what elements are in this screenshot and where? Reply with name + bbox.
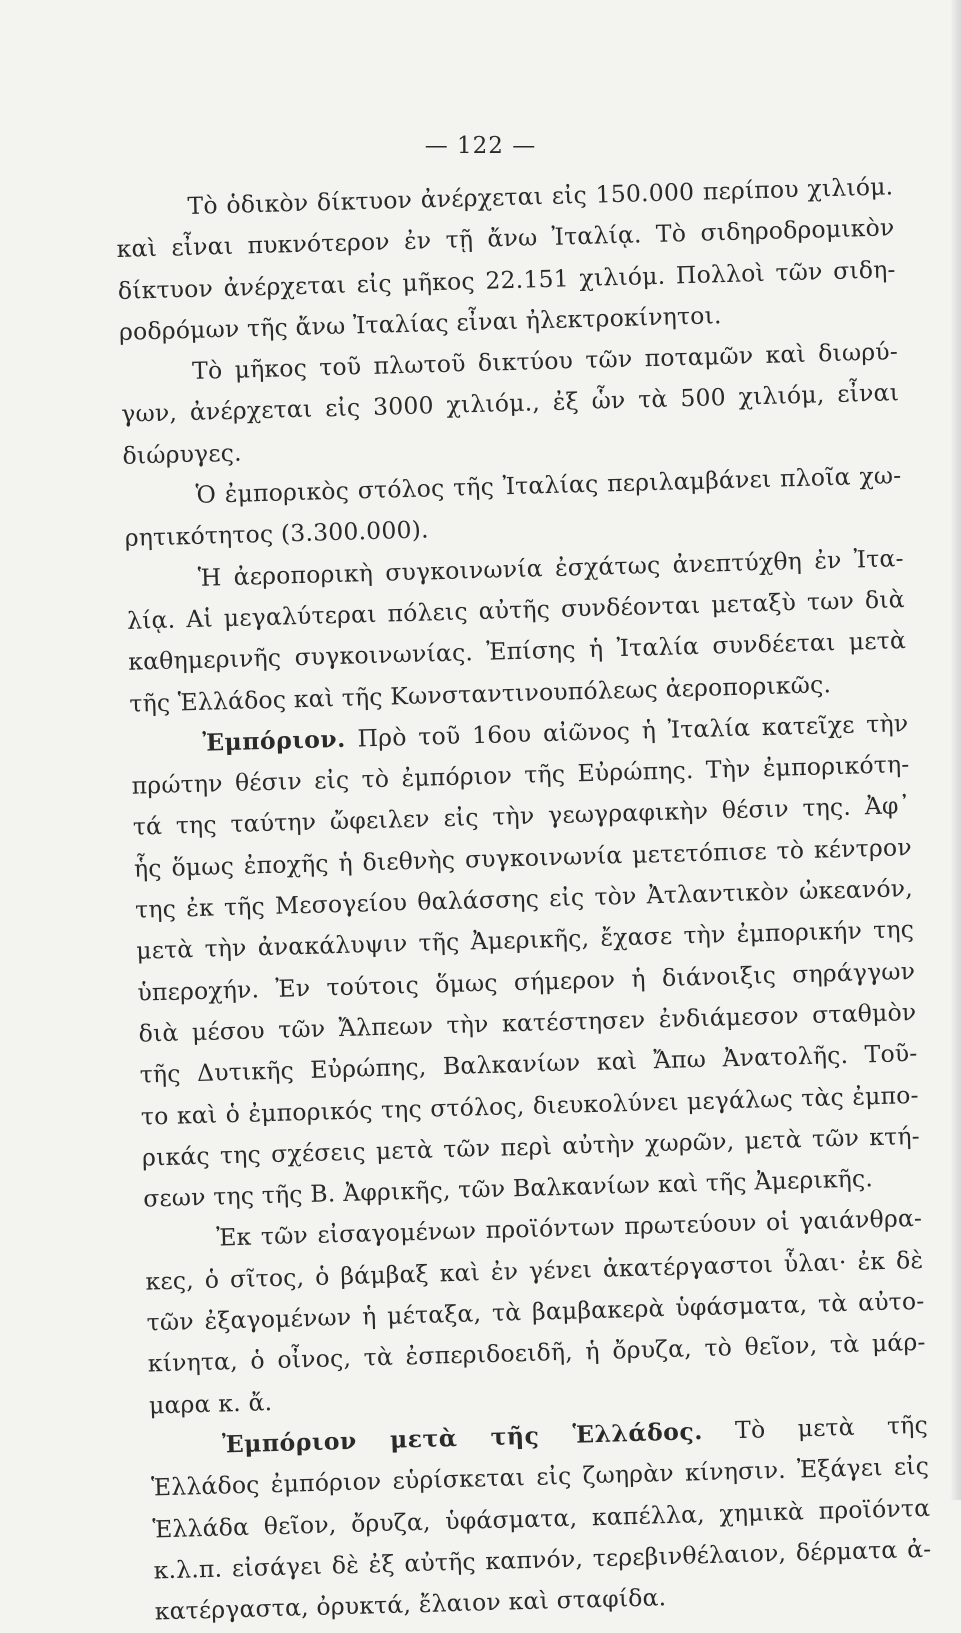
- line-text: Τὸ μετὰ τῆς: [702, 1410, 929, 1445]
- line-text: Ἐκ τῶν εἰσαγομένων προϊόντων πρωτεύουν οἱ γαιάνθρα-: [215, 1204, 923, 1252]
- line-text: της ἐκ τῆς Μεσογείου θαλάσσης εἰς τὸν Ἀτλαντικὸν ὠκεανόν,: [134, 874, 914, 924]
- line-text: Τὸ ὁδικὸν δίκτυον ἀνέρχεται εἰς 150.000 περίπου χιλιόμ.: [187, 172, 894, 220]
- body-text: [115, 166, 933, 1633]
- line-text: καθημερινῆς συγκοινωνίας. Ἐπίσης ἡ Ἰταλία συνδέεται μετὰ: [127, 626, 907, 677]
- line-text: μαρα κ. ἄ.: [148, 1387, 273, 1420]
- line-text: τῆς Δυτικῆς Εὐρώπης, Βαλκανίων καὶ Ἄπω Ἀνατολῆς. Τοῦ-: [139, 1039, 918, 1089]
- line-text: κατέργαστα, ὀρυκτά, ἔλαιον καὶ σταφίδα.: [154, 1583, 667, 1626]
- line-text: Τὸ μῆκος τοῦ πλωτοῦ δικτύου τῶν ποταμῶν καὶ διωρύ-: [191, 337, 899, 386]
- line-text: τά της ταύτην ὤφειλεν εἰς τὴν γεωγραφικὴν θέσιν της. Ἀφ᾽: [132, 791, 911, 842]
- line-text: Ἑλλάδος ἐμπόριον εὑρίσκεται εἰς ζωηρὰν κίνησιν. Ἐξάγει εἰς: [150, 1451, 930, 1502]
- line-text: Ὁ ἐμπορικὸς στόλος τῆς Ἰταλίας περιλαμβάνει πλοῖα χω-: [195, 461, 902, 509]
- line-text: Ἡ ἀεροπορικὴ συγκοινωνία ἐσχάτως ἀνεπτύχθη ἐν Ἰτα-: [197, 543, 905, 592]
- line-text: ρικάς της σχέσεις μετὰ τῶν περὶ αὐτὴν χωρῶν, μετὰ τῶν κτή-: [141, 1121, 921, 1172]
- page-number: — 122 —: [424, 133, 537, 159]
- page-edge: [951, 0, 961, 1500]
- section-heading: Ἐμπόριον μετὰ τῆς Ἑλλάδος.: [221, 1416, 704, 1459]
- line-text: διὰ μέσου τῶν Ἄλπεων τὴν κατέστησεν ἐνδιάμεσον σταθμὸν: [138, 997, 917, 1048]
- line-text: δίκτυον ἀνέρχεται εἰς μῆκος 22.151 χιλιόμ. Πολλοὶ τῶν σιδη-: [117, 254, 896, 305]
- line-text: σεων της τῆς Β. Ἀφρικῆς, τῶν Βαλκανίων καὶ τῆς Ἀμερικῆς.: [142, 1164, 874, 1213]
- line-text: ροδρόμων τῆς ἄνω Ἰταλίας εἶναι ἠλεκτροκίνητοι.: [118, 301, 723, 346]
- line-text: μετὰ τὴν ἀνακάλυψιν τῆς Ἀμερικῆς, ἔχασε τὴν ἐμπορικήν της: [135, 915, 915, 966]
- line-text: κες, ὁ σῖτος, ὁ βάμβαξ καὶ ἐν γένει ἀκατέργαστοι ὗλαι· ἐκ δὲ: [145, 1245, 924, 1296]
- line-text: ἧς ὅμως ἐποχῆς ἡ διεθνὴς συγκοινωνία μετετόπισε τὸ κέντρον: [133, 832, 913, 883]
- line-text: πρώτην θέσιν εἰς τὸ ἐμπόριον τῆς Εὐρώπης. Τὴν ἐμπορικότη-: [131, 750, 910, 800]
- line-text: λίᾳ. Αἱ μεγαλύτεραι πόλεις αὐτῆς συνδέονται μεταξὺ των διὰ: [126, 585, 906, 635]
- line-text: κίνητα, ὁ οἶνος, τὰ ἐσπεριδοειδῆ, ἡ ὄρυζα, τὸ θεῖον, τὰ μάρ-: [147, 1328, 926, 1378]
- line-text: καὶ εἶναι πυκνότερον ἐν τῇ ἄνω Ἰταλίᾳ. Τὸ σιδηροδρομικὸν: [116, 213, 895, 264]
- line-text: τῆς Ἑλλάδος καὶ τῆς Κωνσταντινουπόλεως ἀεροπορικῶς.: [129, 669, 832, 718]
- line-text: Πρὸ τοῦ 16ου αἰῶνος ἡ Ἰταλία κατεῖχε τὴν: [345, 708, 909, 753]
- line-text: διώρυγες.: [122, 438, 243, 470]
- line-text: Ἑλλάδα θεῖον, ὄρυζα, ὑφάσματα, καπέλλα, χημικὰ προϊόντα: [152, 1493, 931, 1543]
- line-text: το καὶ ὁ ἐμπορικός της στόλος, διευκολύνει μεγάλως τὰς ἐμπο-: [140, 1080, 920, 1131]
- line-text: ρητικότητος (3.300.000).: [124, 515, 430, 553]
- section-heading: Ἐμπόριον.: [202, 724, 347, 757]
- line-text: τῶν ἐξαγομένων ἡ μέταξα, τὰ βαμβακερὰ ὑφάσματα, τὰ αὐτο-: [146, 1286, 925, 1337]
- line-text: γων, ἀνέρχεται εἰς 3000 χιλιόμ., ἐξ ὧν τὰ 500 χιλιόμ, εἶναι: [120, 378, 900, 429]
- line-text: κ.λ.π. εἰσάγει δὲ ἐξ αὐτῆς καπνόν, τερεβινθέλαιον, δέρματα ἀ-: [153, 1534, 932, 1585]
- line-text: ὑπεροχήν. Ἐν τούτοις ὅμως σήμερον ἡ διάνοιξις σηράγγων: [137, 956, 916, 1007]
